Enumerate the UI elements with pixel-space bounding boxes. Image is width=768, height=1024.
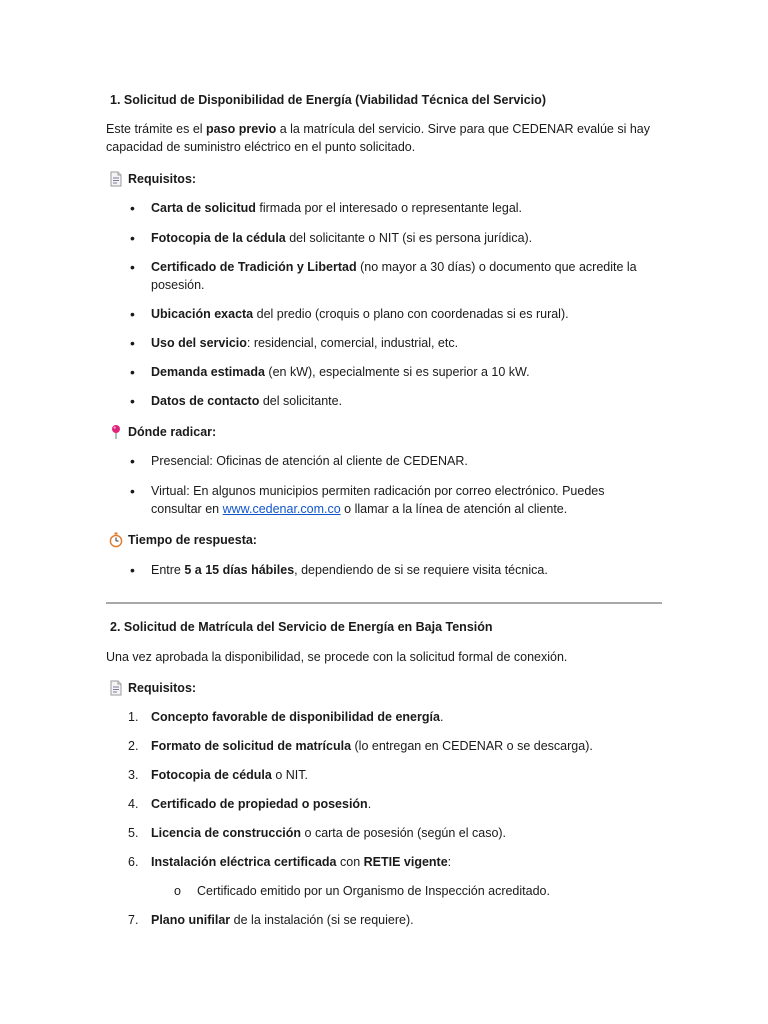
list-number: 4.	[128, 797, 139, 811]
list-item: Concepto favorable de disponibilidad de energía.	[151, 710, 444, 724]
bullet-mark: •	[130, 230, 135, 246]
stopwatch-icon	[108, 532, 124, 548]
list-item: Plano unifilar de la instalación (si se requiere).	[151, 913, 414, 927]
pin-icon	[108, 424, 124, 440]
list-number: 7.	[128, 913, 139, 927]
list-item: Carta de solicitud firmada por el interesado o representante legal.	[151, 201, 523, 215]
requisitos-heading-2: Requisitos:	[128, 681, 197, 695]
list-item: Certificado de propiedad o posesión.	[151, 797, 372, 811]
list-item: Presencial: Oficinas de atención al cliente de CEDENAR.	[151, 454, 468, 468]
list-item: Fotocopia de cédula o NIT.	[151, 768, 308, 782]
bullet-mark: •	[130, 562, 135, 578]
list-item: Virtual: En algunos municipios permiten radicación por correo electrónico. Puedes	[151, 484, 605, 498]
section2-intro: Una vez aprobada la disponibilidad, se procede con la solicitud formal de conexión.	[106, 650, 568, 664]
donde-heading: Dónde radicar:	[128, 425, 217, 439]
list-item: Formato de solicitud de matrícula (lo entregan en CEDENAR o se descarga).	[151, 739, 593, 753]
bullet-mark: •	[130, 200, 135, 216]
section1-intro-line1: Este trámite es el paso previo a la matrícula del servicio. Sirve para que CEDENAR evalúe si hay	[106, 122, 650, 136]
bullet-mark: •	[130, 393, 135, 409]
memo-icon	[108, 680, 124, 696]
list-number: 1.	[128, 710, 139, 724]
bullet-mark: •	[130, 364, 135, 380]
list-item: Entre 5 a 15 días hábiles, dependiendo de si se requiere visita técnica.	[151, 563, 548, 577]
list-item-continuation: posesión.	[151, 278, 205, 292]
list-item: Datos de contacto del solicitante.	[151, 394, 343, 408]
list-item: Fotocopia de la cédula del solicitante o NIT (si es persona jurídica).	[151, 231, 533, 245]
list-number: 3.	[128, 768, 139, 782]
section2-title: 2. Solicitud de Matrícula del Servicio de Energía en Baja Tensión	[110, 620, 493, 634]
list-item-continuation: consultar en www.cedenar.com.co o llamar a la línea de atención al cliente.	[151, 502, 568, 516]
list-item: Instalación eléctrica certificada con RETIE vigente:	[151, 855, 452, 869]
sub-bullet-mark: o	[174, 884, 181, 898]
memo-icon	[108, 171, 124, 187]
section-divider	[106, 602, 662, 604]
list-item: Uso del servicio: residencial, comercial, industrial, etc.	[151, 336, 459, 350]
cedenar-link[interactable]: www.cedenar.com.co	[222, 502, 341, 516]
list-item: Certificado de Tradición y Libertad (no mayor a 30 días) o documento que acredite la	[151, 260, 637, 274]
bullet-mark: •	[130, 259, 135, 275]
sub-list-item: Certificado emitido por un Organismo de Inspección acreditado.	[197, 884, 550, 898]
bullet-mark: •	[130, 453, 135, 469]
list-item: Demanda estimada (en kW), especialmente si es superior a 10 kW.	[151, 365, 530, 379]
section1-intro-line2: capacidad de suministro eléctrico en el punto solicitado.	[106, 140, 416, 154]
list-number: 5.	[128, 826, 139, 840]
bullet-mark: •	[130, 335, 135, 351]
list-item: Ubicación exacta del predio (croquis o plano con coordenadas si es rural).	[151, 307, 569, 321]
tiempo-heading: Tiempo de respuesta:	[128, 533, 257, 547]
list-number: 6.	[128, 855, 139, 869]
requisitos-heading: Requisitos:	[128, 172, 197, 186]
bullet-mark: •	[130, 483, 135, 499]
bullet-mark: •	[130, 306, 135, 322]
list-item: Licencia de construcción o carta de posesión (según el caso).	[151, 826, 507, 840]
section1-title: 1. Solicitud de Disponibilidad de Energía (Viabilidad Técnica del Servicio)	[110, 93, 546, 107]
list-number: 2.	[128, 739, 139, 753]
